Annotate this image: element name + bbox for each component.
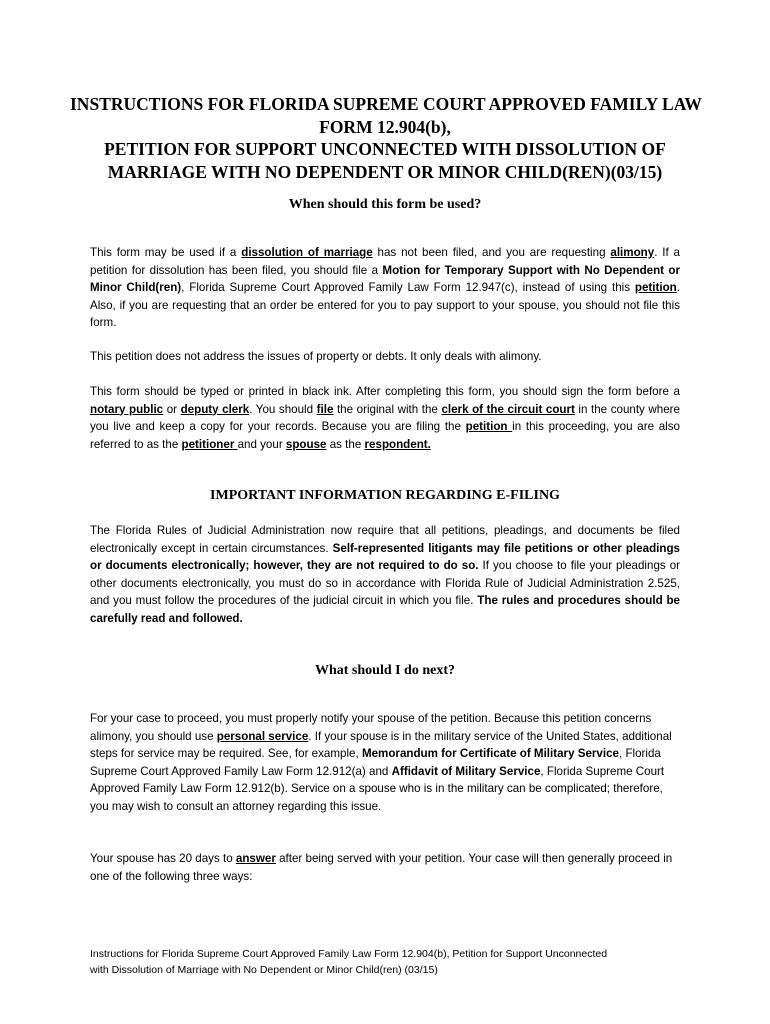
- form-reference-bold: Memorandum for Certificate of Military Service: [361, 747, 619, 760]
- text-run: or: [163, 402, 181, 416]
- text-run: The Florida Rules of Judicial Administration now require that all petitions, pleadings, and documents be filed electronically except in certain circumstances.: [90, 524, 680, 555]
- bold-notice: Self-represented litigants may file petitions or other pleadings or documents electronically; however, they are not required to do so.: [90, 541, 680, 572]
- heading-when-used: When should this form be used?: [288, 197, 482, 212]
- text-run: has not been filed, and you are requesting: [372, 246, 611, 259]
- text-run: as the: [326, 437, 365, 451]
- footer-line-2: with Dissolution of Marriage with No Dependent or Minor Child(ren) (03/15): [90, 964, 438, 976]
- title-line-2: FORM 12.904(b),: [319, 116, 451, 137]
- glossary-term-respondent[interactable]: respondent.: [364, 437, 431, 451]
- title-line-1: INSTRUCTIONS FOR FLORIDA SUPREME COURT APPROVED FAMILY LAW: [70, 94, 702, 114]
- paragraph-answer: [90, 850, 680, 885]
- glossary-term-petition[interactable]: petition: [465, 420, 513, 433]
- text-run: after being served with your petition. Your case will then generally proceed in one of the following three ways:: [90, 852, 673, 883]
- text-run: in the county where you live and keep a copy for your records. Because you are filing the: [90, 402, 680, 433]
- glossary-term-file[interactable]: file: [316, 402, 334, 416]
- heading-efiling: IMPORTANT INFORMATION REGARDING E-FILING: [210, 488, 560, 503]
- text-run: This form may be used if a: [90, 246, 242, 259]
- form-reference-bold: Affidavit of Military Service: [391, 764, 541, 778]
- document-title: [70, 93, 700, 183]
- heading-what-next: What should I do next?: [314, 663, 456, 678]
- glossary-term-deputy-clerk[interactable]: deputy clerk: [180, 402, 250, 416]
- footer-line-1: Instructions for Florida Supreme Court Approved Family Law Form 12.904(b), Petition for Support Unconnected: [90, 948, 608, 960]
- text-run: , Florida Supreme Court Approved Family Law Form 12.947(c), instead of using this: [181, 281, 635, 294]
- text-run: in this proceeding, you are also referred to as the: [90, 420, 680, 451]
- text-run: If you choose to file your pleadings or other documents electronically, you must do so in accordance with Florida Rule of Judicial Administration 2.525, and you must follow the procedures of the judicial circuit in which you file.: [90, 559, 681, 607]
- glossary-term-spouse[interactable]: spouse: [285, 437, 327, 451]
- paragraph-efiling: [90, 522, 680, 627]
- bold-notice: The rules and procedures should be carefully read and followed.: [90, 594, 680, 625]
- glossary-term-answer[interactable]: answer: [235, 852, 276, 865]
- text-run: . Also, if you are requesting that an order be entered for you to pay support to your spouse, you should not file this form.: [90, 281, 680, 329]
- text-run: and your: [237, 437, 286, 451]
- paragraph-when-used: [90, 244, 680, 332]
- glossary-term-alimony[interactable]: alimony: [610, 246, 655, 259]
- glossary-term-clerk-of-circuit-court[interactable]: clerk of the circuit court: [441, 402, 575, 416]
- text-run: . You should: [249, 402, 317, 416]
- glossary-term-notary-public[interactable]: notary public: [90, 402, 164, 416]
- text-run: For your case to proceed, you must properly notify your spouse of the petition. Because this petition concerns alimony, you should use: [90, 712, 652, 743]
- glossary-term-petitioner[interactable]: petitioner: [181, 437, 238, 451]
- form-reference-bold: Motion for Temporary Support with No Dependent or Minor Child(ren): [90, 263, 680, 294]
- text-run: , Florida Supreme Court Approved Family Law Form 12.912(a) and: [90, 747, 661, 778]
- title-line-3: PETITION FOR SUPPORT UNCONNECTED WITH DISSOLUTION OF: [104, 139, 666, 159]
- glossary-term-petition[interactable]: petition: [634, 281, 677, 294]
- page-footer: [90, 946, 690, 978]
- text-run: the original with the: [333, 402, 442, 416]
- paragraph-filing: [90, 383, 680, 453]
- text-run: . If a petition for dissolution has been filed, you should file a: [90, 246, 680, 277]
- paragraph-scope: This petition does not address the issues of property or debts. It only deals with alimony.: [90, 350, 542, 363]
- text-run: , Florida Supreme Court Approved Family Law Form 12.912(b). Service on a spouse who is in the military can be complicated; therefore, you may wish to consult an attorney regarding this issue.: [90, 764, 665, 813]
- glossary-term-personal-service[interactable]: personal service: [216, 729, 309, 743]
- glossary-term-dissolution[interactable]: dissolution of marriage: [241, 246, 373, 259]
- paragraph-service: [90, 710, 680, 815]
- text-run: This form should be typed or printed in black ink. After completing this form, you should sign the form before a: [90, 385, 680, 398]
- title-line-4: MARRIAGE WITH NO DEPENDENT OR MINOR CHILD(REN)(03/15): [107, 161, 663, 182]
- text-run: . If your spouse is in the military service of the United States, additional steps for service may be required. See, for example,: [90, 729, 672, 760]
- text-run: Your spouse has 20 days to: [90, 852, 236, 865]
